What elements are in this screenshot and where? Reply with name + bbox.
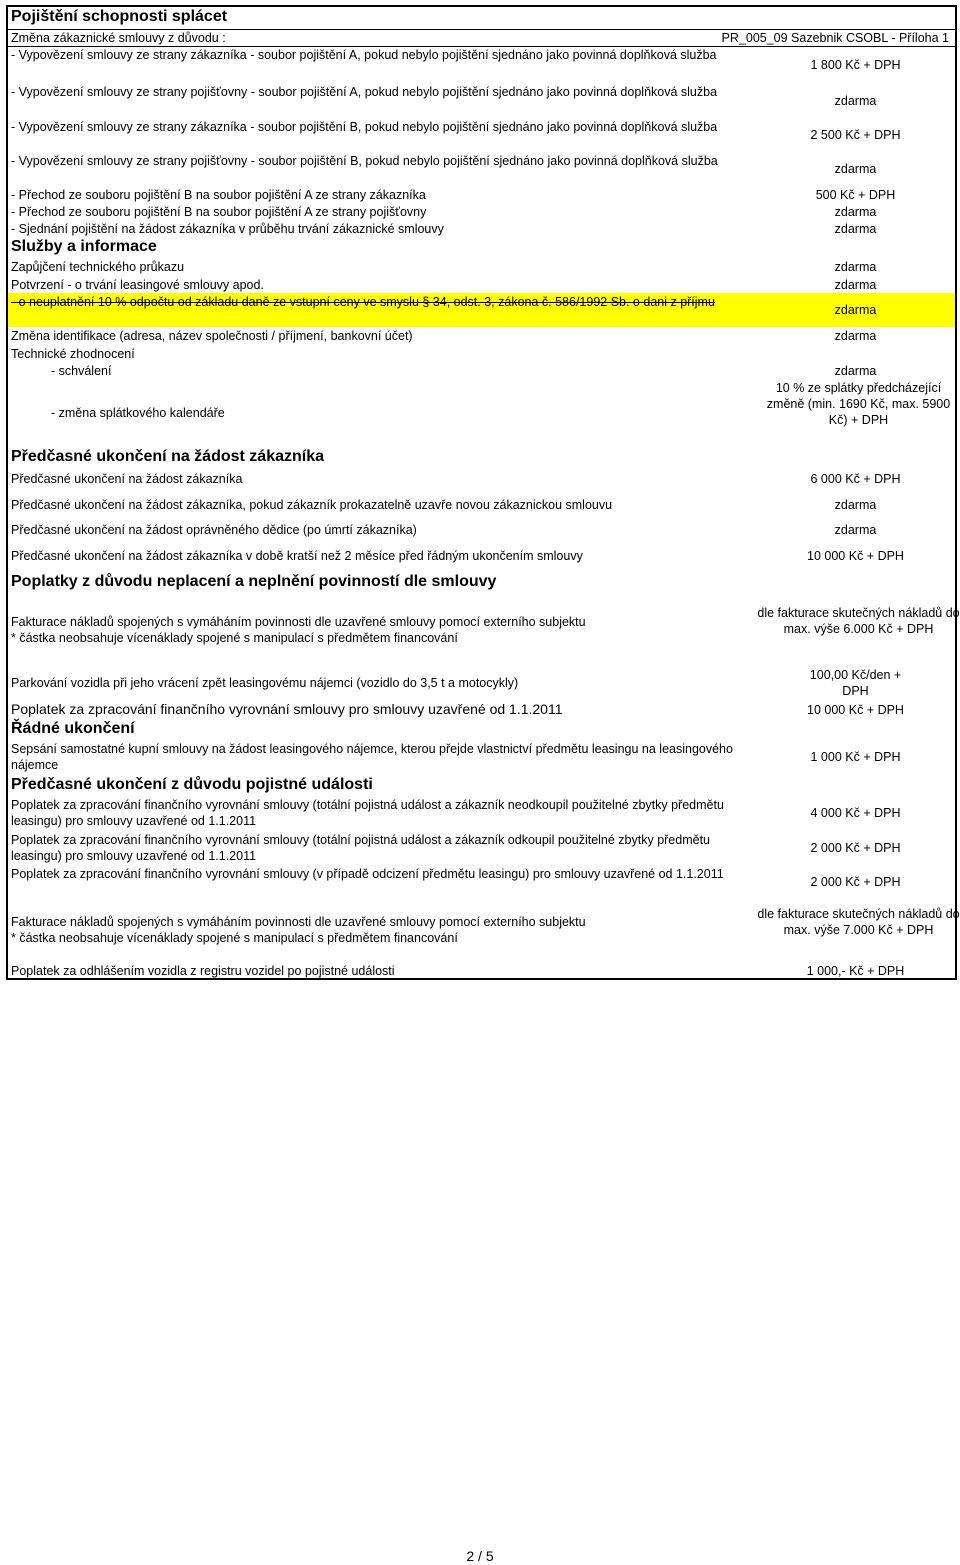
table-row: - o neuplatnění 10 % odpočtu od základu daně ze vstupní ceny ve smyslu § 34, odst. 3, zákona č. 586/1992 Sb. o dani z příjmu	[11, 295, 715, 309]
table-row: - Vypovězení smlouvy ze strany zákazníka - soubor pojištění B, pokud nebylo pojištění sjednáno jako povinná doplňková služba	[11, 120, 718, 134]
row-value: 1 800 Kč + DPH	[810, 58, 901, 72]
table-row: - Přechod ze souboru pojištění B na soubor pojištění A ze strany zákazníka	[11, 188, 426, 202]
row-value: 10 000 Kč + DPH	[807, 549, 904, 563]
table-row: - schválení	[51, 364, 112, 378]
row-value: 1 000,- Kč + DPH	[806, 964, 905, 978]
row-value: 2 500 Kč + DPH	[810, 128, 901, 142]
table-row: Fakturace nákladů spojených s vymáháním povinnosti dle uzavřené smlouvy pomocí externího subjektu * částka neobsahuje vícenáklady spojené s manipulací s předmětem financování	[11, 915, 586, 945]
table-row: - Přechod ze souboru pojištění B na soubor pojištění A ze strany pojišťovny	[11, 205, 427, 219]
table-row: Zapůjčení technického průkazu	[11, 260, 185, 274]
row-value: zdarma	[834, 498, 877, 512]
table-row: Sepsání samostatné kupní smlouvy na žádost leasingového nájemce, kterou přejde vlastnictví předmětu leasingu na leasingového nájemce	[11, 742, 733, 772]
table-row: - Sjednání pojištění na žádost zákazníka v průběhu trvání zákaznické smlouvy	[11, 222, 444, 236]
table-row: - Vypovězení smlouvy ze strany pojišťovny - soubor pojištění A, pokud nebylo pojištění sjednáno jako povinná doplňková služba	[11, 85, 718, 99]
row-value: zdarma	[834, 260, 877, 274]
table-row: Předčasné ukončení na žádost zákazníka, pokud zákazník prokazatelně uzavře novou zákaznickou smlouvu	[11, 498, 613, 512]
table-row: Předčasné ukončení na žádost oprávněného dědice (po úmrtí zákazníka)	[11, 523, 417, 537]
section-heading: Předčasné ukončení na žádost zákazníka	[11, 448, 325, 465]
row-value: 10 000 Kč + DPH	[807, 703, 904, 717]
row-value: zdarma	[834, 303, 877, 317]
row-value: zdarma	[834, 364, 877, 378]
page-number: 2 / 5	[466, 1548, 494, 1564]
row-value: 1 000 Kč + DPH	[810, 750, 901, 764]
row-value: 100,00 Kč/den + DPH	[809, 668, 902, 698]
table-row: Parkování vozidla při jeho vrácení zpět leasingovému nájemci (vozidlo do 3,5 t a motocykly)	[11, 676, 519, 690]
table-row: - změna splátkového kalendáře	[51, 406, 225, 420]
row-value: dle fakturace skutečných nákladů do max. výše 7.000 Kč + DPH	[757, 907, 960, 937]
row-value: 6 000 Kč + DPH	[810, 472, 901, 486]
table-row: Poplatek za odhlášením vozidla z registru vozidel po pojistné události	[11, 964, 395, 978]
row-value: zdarma	[834, 523, 877, 537]
table-row: Předčasné ukončení na žádost zákazníka	[11, 472, 243, 486]
section-heading: Poplatky z důvodu neplacení a neplnění povinností dle smlouvy	[11, 573, 497, 590]
table-row: Poplatek za zpracování finančního vyrovnání smlouvy pro smlouvy uzavřené od 1.1.2011	[11, 701, 563, 717]
table-row: Poplatek za zpracování finančního vyrovnání smlouvy (totální pojistná událost a zákazník neodkoupil použitelné zbytky předmětu leasingu) pro smlouvy uzavřené od 1.1.2011	[11, 798, 724, 828]
section-title: Pojištění schopnosti splácet	[11, 8, 228, 25]
row-value: zdarma	[834, 205, 877, 219]
section-heading: Předčasné ukončení z důvodu pojistné události	[11, 776, 373, 793]
fee-table	[6, 5, 960, 980]
row-value: zdarma	[834, 222, 877, 236]
row-value: zdarma	[834, 278, 877, 292]
section-heading: Služby a informace	[11, 238, 157, 255]
table-row: Poplatek za zpracování finančního vyrovnání smlouvy (totální pojistná událost a zákazník odkoupil použitelné zbytky předmětu leasingu) pro smlouvy uzavřené od 1.1.2011	[11, 833, 711, 863]
table-row: Technické zhodnocení	[11, 347, 135, 361]
row-value: zdarma	[834, 162, 877, 176]
table-row: Poplatek za zpracování finančního vyrovnání smlouvy (v případě odcizení předmětu leasingu) pro smlouvy uzavřené od 1.1.2011	[11, 867, 724, 881]
header-right: PR_005_09 Sazebnik CSOBL - Příloha 1	[721, 31, 949, 45]
row-value: 4 000 Kč + DPH	[810, 806, 901, 820]
table-row: Změna identifikace (adresa, název společnosti / příjmení, bankovní účet)	[11, 329, 413, 343]
row-value: zdarma	[834, 329, 877, 343]
section-heading: Řádné ukončení	[11, 720, 135, 737]
table-row: - Vypovězení smlouvy ze strany pojišťovny - soubor pojištění B, pokud nebylo pojištění sjednáno jako povinná doplňková služba	[11, 154, 718, 168]
table-row: Potvrzení - o trvání leasingové smlouvy apod.	[11, 278, 264, 292]
row-value: 500 Kč + DPH	[815, 188, 896, 202]
table-row: Fakturace nákladů spojených s vymáháním povinnosti dle uzavřené smlouvy pomocí externího subjektu * částka neobsahuje vícenáklady spojené s manipulací s předmětem financování	[11, 615, 586, 645]
table-row: - Vypovězení smlouvy ze strany zákazníka - soubor pojištění A, pokud nebylo pojištění sjednáno jako povinná doplňková služba	[11, 48, 717, 62]
row-value: 10 % ze splátky předcházející změně (min. 1690 Kč, max. 5900 Kč) + DPH	[766, 381, 951, 427]
header-left: Změna zákaznické smlouvy z důvodu :	[11, 31, 226, 45]
row-value: dle fakturace skutečných nákladů do max. výše 6.000 Kč + DPH	[757, 606, 960, 636]
row-value: 2 000 Kč + DPH	[810, 875, 901, 889]
row-value: zdarma	[834, 94, 877, 108]
row-value: 2 000 Kč + DPH	[810, 841, 901, 855]
table-row: Předčasné ukončení na žádost zákazníka v době kratší než 2 měsíce před řádným ukončením smlouvy	[11, 549, 583, 563]
